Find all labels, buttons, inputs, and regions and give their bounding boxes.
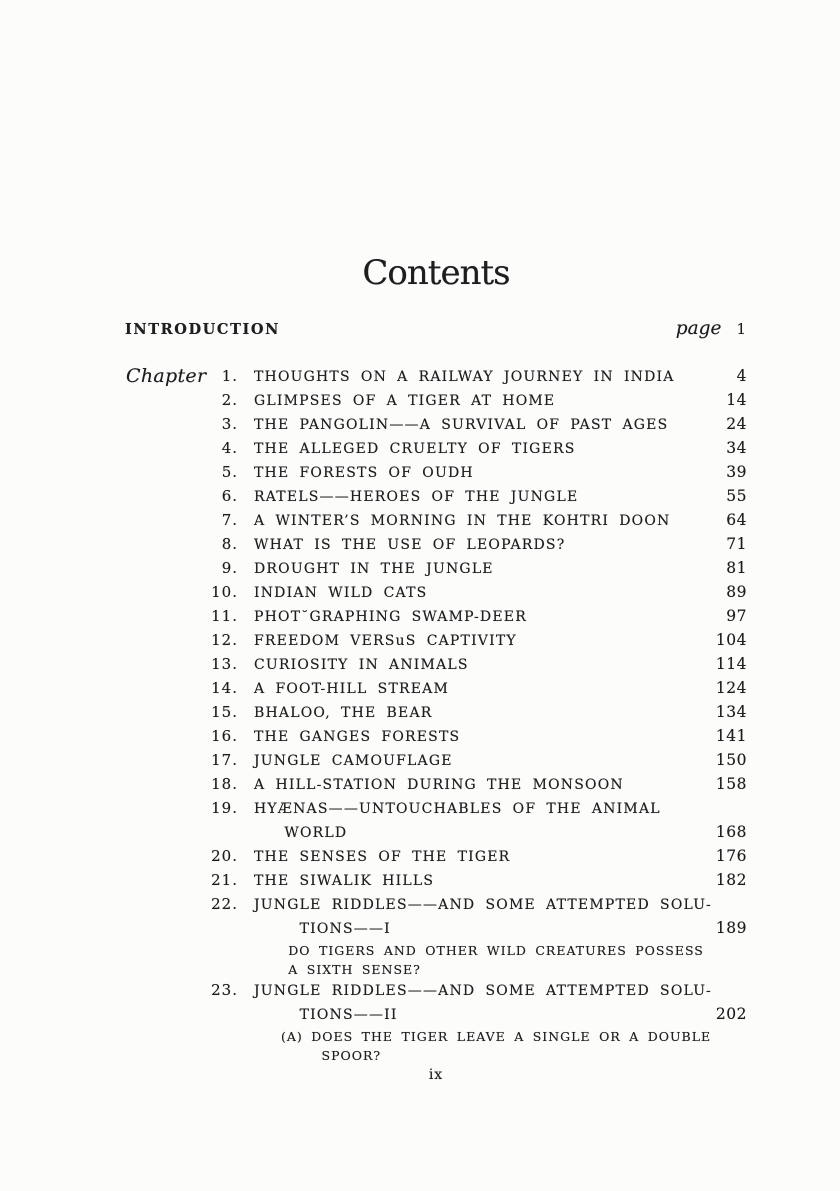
- chapter-title: SPOOR?: [254, 1048, 382, 1063]
- chapter-title: THOUGHTS ON A RAILWAY JOURNEY IN INDIA: [254, 369, 675, 385]
- chapter-title: BHALOO, THE BEAR: [254, 705, 433, 721]
- toc-list: [125, 365, 747, 1065]
- toc-row: [125, 365, 747, 389]
- toc-row: [125, 1046, 747, 1065]
- toc-row: [125, 533, 747, 557]
- introduction-label: INTRODUCTION: [125, 321, 280, 338]
- chapter-page-number: 134: [715, 703, 747, 721]
- text-block: [125, 0, 747, 1083]
- toc-row: [125, 917, 747, 941]
- page-title: Contents: [362, 253, 510, 293]
- chapter-page-number: 176: [715, 847, 747, 865]
- toc-row: [125, 869, 747, 893]
- chapter-number: 6.: [221, 487, 238, 505]
- toc-row: [125, 389, 747, 413]
- chapter-title: JUNGLE RIDDLES——AND SOME ATTEMPTED SOLU-: [254, 897, 712, 913]
- chapter-title: TIONS——I: [254, 921, 391, 937]
- chapter-number: 13.: [211, 655, 238, 673]
- chapter-page-number: 168: [715, 823, 747, 841]
- chapter-title: JUNGLE CAMOUFLAGE: [254, 753, 453, 769]
- chapter-page-number: 4: [736, 367, 747, 385]
- chapter-title: A WINTER’S MORNING IN THE KOHTRI DOON: [254, 513, 671, 529]
- chapter-title: RATELS——HEROES OF THE JUNGLE: [254, 489, 579, 505]
- chapter-page-number: 14: [726, 391, 747, 409]
- chapter-number: 23.: [211, 981, 238, 999]
- toc-row: [125, 773, 747, 797]
- chapter-title: THE ALLEGED CRUELTY OF TIGERS: [254, 441, 576, 457]
- chapter-number: 11.: [211, 607, 238, 625]
- toc-row: [125, 893, 747, 917]
- chapter-title: DROUGHT IN THE JUNGLE: [254, 561, 494, 577]
- toc-row: [125, 845, 747, 869]
- chapter-number: 15.: [211, 703, 238, 721]
- toc-row: [125, 437, 747, 461]
- chapter-title: JUNGLE RIDDLES——AND SOME ATTEMPTED SOLU-: [254, 983, 712, 999]
- chapter-page-number: 124: [715, 679, 747, 697]
- chapter-number: 10.: [211, 583, 238, 601]
- chapter-title: (A) DOES THE TIGER LEAVE A SINGLE OR A DOUBLE: [254, 1029, 712, 1044]
- chapter-column-label: Chapter: [126, 365, 207, 387]
- chapter-title: THE PANGOLIN——A SURVIVAL OF PAST AGES: [254, 417, 669, 433]
- toc-row: [125, 1027, 747, 1046]
- chapter-number: 2.: [221, 391, 238, 409]
- chapter-title: GLIMPSES OF A TIGER AT HOME: [254, 393, 556, 409]
- chapter-page-number: 71: [726, 535, 747, 553]
- chapter-title: A FOOT-HILL STREAM: [254, 681, 450, 697]
- chapter-title: THE FORESTS OF OUDH: [254, 465, 474, 481]
- chapter-page-number: 24: [726, 415, 747, 433]
- chapter-page-number: 202: [715, 1005, 747, 1023]
- chapter-title: A HILL-STATION DURING THE MONSOON: [254, 777, 624, 793]
- toc-row: [125, 677, 747, 701]
- chapter-page-number: 182: [715, 871, 747, 889]
- chapter-number: 7.: [221, 511, 238, 529]
- toc-row: [125, 629, 747, 653]
- chapter-title: THE SIWALIK HILLS: [254, 873, 435, 889]
- chapter-number: 21.: [211, 871, 238, 889]
- chapter-title: A SIXTH SENSE?: [254, 962, 421, 977]
- introduction-row: [125, 320, 747, 339]
- folio-page-number: ix: [428, 1067, 444, 1083]
- chapter-page-number: 34: [726, 439, 747, 457]
- toc-row: [125, 557, 747, 581]
- toc-row: [125, 413, 747, 437]
- chapter-title: THE SENSES OF THE TIGER: [254, 849, 511, 865]
- chapter-number: 14.: [211, 679, 238, 697]
- chapter-number: 8.: [221, 535, 238, 553]
- chapter-page-number: 141: [715, 727, 747, 745]
- chapter-number: 4.: [221, 439, 238, 457]
- chapter-page-number: 97: [726, 607, 747, 625]
- introduction-page-ref: [676, 320, 747, 338]
- chapter-page-number: 89: [726, 583, 747, 601]
- chapter-page-number: 55: [726, 487, 747, 505]
- introduction-page-number: 1: [736, 320, 747, 338]
- chapter-number: 9.: [221, 559, 238, 577]
- chapter-page-number: 158: [715, 775, 747, 793]
- chapter-title: THE GANGES FORESTS: [254, 729, 461, 745]
- toc-row: [125, 653, 747, 677]
- chapter-page-number: 81: [726, 559, 747, 577]
- chapter-page-number: 150: [715, 751, 747, 769]
- chapter-title: PHOT˘GRAPHING SWAMP-DEER: [254, 609, 527, 625]
- toc-row: [125, 509, 747, 533]
- chapter-title: HYÆNAS——UNTOUCHABLES OF THE ANIMAL: [254, 801, 661, 817]
- chapter-number: 5.: [221, 463, 238, 481]
- page-word-label: page: [675, 318, 722, 339]
- toc-row: [125, 461, 747, 485]
- chapter-number: 19.: [211, 799, 238, 817]
- chapter-number: 1.: [221, 367, 238, 385]
- chapter-number: 17.: [211, 751, 238, 769]
- chapter-number: 16.: [211, 727, 238, 745]
- chapter-page-number: 64: [726, 511, 747, 529]
- chapter-number: 20.: [211, 847, 238, 865]
- toc-row: [125, 960, 747, 979]
- chapter-title: FREEDOM VERSuS CAPTIVITY: [254, 633, 517, 649]
- chapter-title: CURIOSITY IN ANIMALS: [254, 657, 469, 673]
- chapter-title: WORLD: [254, 825, 348, 841]
- toc-row: [125, 485, 747, 509]
- chapter-page-number: 104: [715, 631, 747, 649]
- chapter-title: TIONS——II: [254, 1007, 398, 1023]
- toc-row: [125, 605, 747, 629]
- chapter-page-number: 114: [715, 655, 747, 673]
- toc-row: [125, 701, 747, 725]
- chapter-number: 12.: [211, 631, 238, 649]
- chapter-title: DO TIGERS AND OTHER WILD CREATURES POSSESS: [254, 943, 704, 958]
- chapter-page-number: 39: [726, 463, 747, 481]
- chapter-number: 22.: [211, 895, 238, 913]
- toc-row: [125, 821, 747, 845]
- chapter-title: INDIAN WILD CATS: [254, 585, 428, 601]
- toc-row: [125, 979, 747, 1003]
- toc-row: [125, 725, 747, 749]
- toc-row: [125, 941, 747, 960]
- chapter-number: 3.: [221, 415, 238, 433]
- chapter-title: WHAT IS THE USE OF LEOPARDS?: [254, 537, 566, 553]
- toc-row: [125, 1003, 747, 1027]
- toc-row: [125, 749, 747, 773]
- toc-row: [125, 797, 747, 821]
- toc-row: [125, 581, 747, 605]
- chapter-page-number: 189: [715, 919, 747, 937]
- chapter-number: 18.: [211, 775, 238, 793]
